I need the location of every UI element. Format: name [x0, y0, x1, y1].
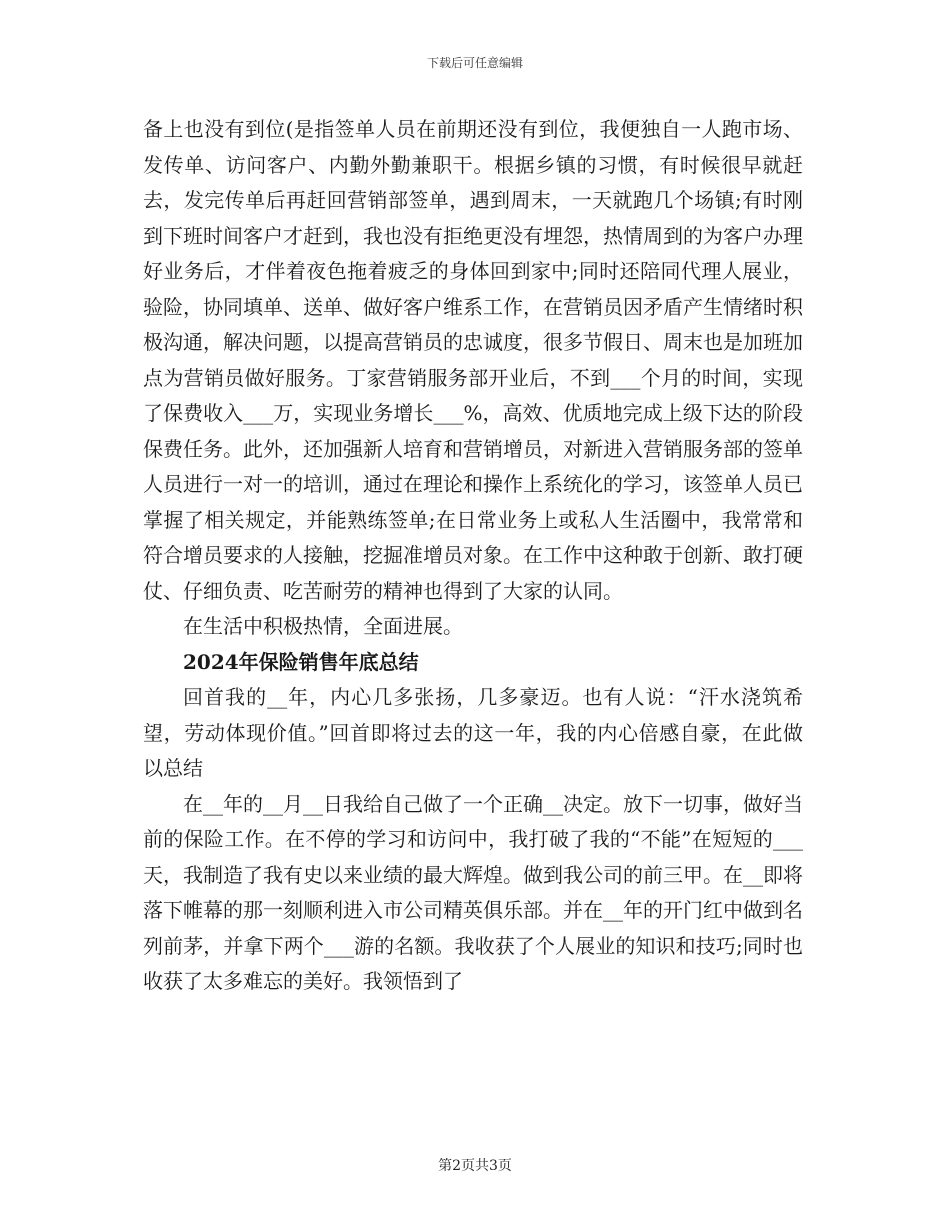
paragraph-life: 在生活中积极热情，全面进展。	[183, 614, 463, 638]
paragraph-achievements: 在__年的__月__日我给自己做了一个正确__决定。放下一切事，做好当前的保险工作。在不停的学习和访问中，我打破了我的“不能”在短短的___天，我制造了我有史以来业绩的最大辉煌。做到我公司的前三甲。在__即将落下帷幕的那一刻顺利进入市公司精英俱乐部。并在__年的开门红中做到名列前茅，并拿下两个___游的名额。我收获了个人展业的知识和技巧;同时也收获了太多难忘的美好。我领悟到了	[143, 791, 803, 993]
page-number: 第2页共3页	[438, 1158, 512, 1174]
paragraph-continued: 备上也没有到位(是指签单人员在前期还没有到位，我便独自一人跑市场、发传单、访问客户、内勤外勤兼职干。根据乡镇的习惯，有时候很早就赶去，发完传单后再赶回营销部签单，遇到周末，一天就跑几个场镇;有时刚到下班时间客户才赶到，我也没有拒绝更没有埋怨，热情周到的为客户办理好业务后，才伴着夜色拖着疲乏的身体回到家中;同时还陪同代理人展业，验险，协同填单、送单、做好客户维系工作，在营销员因矛盾产生情绪时积极沟通，解决问题，以提高营销员的忠诚度，很多节假日、周末也是加班加点为营销员做好服务。丁家营销服务部开业后，不到___个月的时间，实现了保费收入___万，实现业务增长___%，高效、优质地完成上级下达的阶段保费任务。此外，还加强新人培育和营销增员，对新进入营销服务部的签单人员进行一对一的培训，通过在理论和操作上系统化的学习，该签单人员已掌握了相关规定，并能熟练签单;在日常业务上或私人生活圈中，我常常和符合增员要求的人接触，挖掘准增员对象。在工作中这种敢于创新、敢打硬仗、仔细负责、吃苦耐劳的精神也得到了大家的认同。	[143, 117, 803, 603]
paragraph-intro: 回首我的__年，内心几多张扬，几多豪迈。也有人说：“汗水浇筑希望，劳动体现价值。”回首即将过去的这一年，我的内心倍感自豪，在此做以总结	[143, 685, 803, 780]
page-header-note: 下载后可任意编辑	[426, 56, 523, 70]
section-title: 2024年保险销售年底总结	[183, 649, 419, 674]
document-body	[143, 112, 803, 1000]
